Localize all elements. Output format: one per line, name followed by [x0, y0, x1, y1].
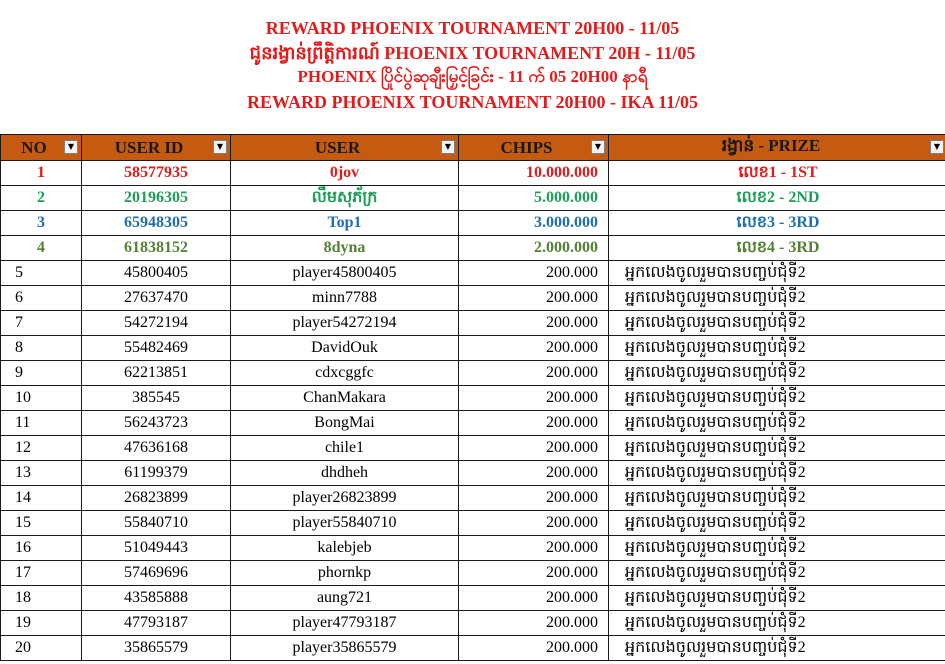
cell-no: 13	[1, 461, 82, 486]
header-user-label: USER	[314, 137, 361, 157]
cell-user: player26823899	[231, 486, 459, 511]
table-row	[1, 336, 945, 361]
cell-user-id: 47636168	[82, 436, 231, 461]
cell-no: 9	[1, 361, 82, 386]
cell-prize: អ្នកលេងចូលរួមបានបញ្ចប់ជុំទី2	[609, 336, 945, 361]
cell-no: 18	[1, 586, 82, 611]
cell-user-id: 51049443	[82, 536, 231, 561]
title-block	[0, 0, 945, 134]
cell-user: chile1	[231, 436, 459, 461]
cell-chips: 200.000	[459, 286, 609, 311]
cell-user-id: 35865579	[82, 636, 231, 661]
cell-user: 8dyna	[231, 236, 459, 261]
cell-chips: 200.000	[459, 461, 609, 486]
cell-chips: 5.000.000	[459, 186, 609, 211]
cell-prize: អ្នកលេងចូលរួមបានបញ្ចប់ជុំទី2	[609, 461, 945, 486]
cell-no: 1	[1, 161, 82, 186]
cell-no: 17	[1, 561, 82, 586]
cell-no: 4	[1, 236, 82, 261]
cell-chips: 200.000	[459, 386, 609, 411]
cell-user: cdxcggfc	[231, 361, 459, 386]
cell-no: 7	[1, 311, 82, 336]
cell-user: player47793187	[231, 611, 459, 636]
table-row	[1, 211, 945, 236]
table-row	[1, 386, 945, 411]
cell-chips: 200.000	[459, 611, 609, 636]
cell-prize: លេខ3 - 3RD	[609, 211, 945, 236]
cell-chips: 200.000	[459, 261, 609, 286]
table-row	[1, 236, 945, 261]
cell-user: Top1	[231, 211, 459, 236]
cell-chips: 200.000	[459, 586, 609, 611]
cell-prize: អ្នកលេងចូលរួមបានបញ្ចប់ជុំទី2	[609, 286, 945, 311]
cell-prize: អ្នកលេងចូលរួមបានបញ្ចប់ជុំទី2	[609, 436, 945, 461]
cell-chips: 200.000	[459, 486, 609, 511]
table-row	[1, 311, 945, 336]
cell-user: ChanMakara	[231, 386, 459, 411]
table-row	[1, 361, 945, 386]
cell-prize: អ្នកលេងចូលរួមបានបញ្ចប់ជុំទី2	[609, 611, 945, 636]
filter-dropdown-icon[interactable]: ▼	[213, 140, 227, 154]
cell-chips: 200.000	[459, 536, 609, 561]
filter-dropdown-icon[interactable]: ▼	[64, 140, 78, 154]
cell-user: player54272194	[231, 311, 459, 336]
header-chips-label: CHIPS	[500, 137, 553, 157]
cell-no: 6	[1, 286, 82, 311]
cell-chips: 10.000.000	[459, 161, 609, 186]
results-table	[0, 134, 945, 661]
title-english: REWARD PHOENIX TOURNAMENT 20H00 - 11/05	[265, 18, 680, 38]
cell-prize: អ្នកលេងចូលរួមបានបញ្ចប់ជុំទី2	[609, 386, 945, 411]
cell-chips: 200.000	[459, 636, 609, 661]
cell-user-id: 62213851	[82, 361, 231, 386]
cell-prize: អ្នកលេងចូលរួមបានបញ្ចប់ជុំទី2	[609, 636, 945, 661]
cell-chips: 200.000	[459, 411, 609, 436]
cell-user-id: 56243723	[82, 411, 231, 436]
cell-no: 2	[1, 186, 82, 211]
cell-user-id: 55840710	[82, 511, 231, 536]
table-body	[1, 161, 945, 661]
cell-user: player45800405	[231, 261, 459, 286]
filter-dropdown-icon[interactable]: ▼	[441, 140, 455, 154]
cell-user-id: 45800405	[82, 261, 231, 286]
table-row	[1, 586, 945, 611]
table-row	[1, 261, 945, 286]
table-row	[1, 486, 945, 511]
cell-user: លឹមសុភ័ក្រ	[231, 186, 459, 211]
cell-chips: 2.000.000	[459, 236, 609, 261]
cell-user: dhdheh	[231, 461, 459, 486]
cell-user-id: 47793187	[82, 611, 231, 636]
cell-no: 19	[1, 611, 82, 636]
cell-prize: អ្នកលេងចូលរួមបានបញ្ចប់ជុំទី2	[609, 311, 945, 336]
cell-user-id: 65948305	[82, 211, 231, 236]
header-row	[1, 135, 945, 161]
table-row	[1, 186, 945, 211]
cell-chips: 200.000	[459, 361, 609, 386]
title-khmer: ជូនរង្វាន់ព្រឹត្តិការណ៍ PHOENIX TOURNAMENT 20H - 11/05	[249, 42, 696, 63]
cell-user-id: 20196305	[82, 186, 231, 211]
cell-chips: 3.000.000	[459, 211, 609, 236]
cell-user-id: 54272194	[82, 311, 231, 336]
cell-no: 8	[1, 336, 82, 361]
cell-prize: អ្នកលេងចូលរួមបានបញ្ចប់ជុំទី2	[609, 536, 945, 561]
cell-user: aung721	[231, 586, 459, 611]
cell-prize: អ្នកលេងចូលរួមបានបញ្ចប់ជុំទី2	[609, 511, 945, 536]
cell-no: 11	[1, 411, 82, 436]
cell-user: BongMai	[231, 411, 459, 436]
table-row	[1, 286, 945, 311]
cell-no: 10	[1, 386, 82, 411]
cell-prize: អ្នកលេងចូលរួមបានបញ្ចប់ជុំទី2	[609, 586, 945, 611]
cell-no: 14	[1, 486, 82, 511]
cell-chips: 200.000	[459, 436, 609, 461]
cell-chips: 200.000	[459, 336, 609, 361]
table-row	[1, 436, 945, 461]
cell-prize: អ្នកលេងចូលរួមបានបញ្ចប់ជុំទី2	[609, 486, 945, 511]
filter-dropdown-icon[interactable]: ▼	[930, 140, 944, 154]
header-no	[1, 135, 82, 161]
cell-prize: លេខ1 - 1ST	[609, 161, 945, 186]
table-row	[1, 611, 945, 636]
table-row	[1, 636, 945, 661]
cell-no: 15	[1, 511, 82, 536]
cell-chips: 200.000	[459, 311, 609, 336]
header-user	[231, 135, 459, 161]
cell-prize: អ្នកលេងចូលរួមបានបញ្ចប់ជុំទី2	[609, 561, 945, 586]
cell-user-id: 55482469	[82, 336, 231, 361]
cell-no: 16	[1, 536, 82, 561]
cell-user: minn7788	[231, 286, 459, 311]
cell-chips: 200.000	[459, 561, 609, 586]
cell-prize: អ្នកលេងចូលរួមបានបញ្ចប់ជុំទី2	[609, 411, 945, 436]
header-user-id-label: USER ID	[114, 137, 184, 157]
table-row	[1, 411, 945, 436]
cell-user: kalebjeb	[231, 536, 459, 561]
cell-prize: អ្នកលេងចូលរួមបានបញ្ចប់ជុំទី2	[609, 261, 945, 286]
title-myanmar: PHOENIX ပြိုင်ပွဲဆုချီးမြှင့်ခြင်း - 11 က် 05 20H00 နာရီ	[297, 67, 648, 87]
cell-user-id: 58577935	[82, 161, 231, 186]
header-chips	[459, 135, 609, 161]
cell-no: 3	[1, 211, 82, 236]
table-row	[1, 511, 945, 536]
cell-user: player35865579	[231, 636, 459, 661]
cell-user-id: 61199379	[82, 461, 231, 486]
table-row	[1, 461, 945, 486]
cell-chips: 200.000	[459, 511, 609, 536]
cell-no: 20	[1, 636, 82, 661]
cell-user: DavidOuk	[231, 336, 459, 361]
cell-prize: លេខ4 - 3RD	[609, 236, 945, 261]
cell-no: 5	[1, 261, 82, 286]
cell-user-id: 57469696	[82, 561, 231, 586]
cell-user-id: 385545	[82, 386, 231, 411]
filter-dropdown-icon[interactable]: ▼	[591, 140, 605, 154]
cell-prize: លេខ2 - 2ND	[609, 186, 945, 211]
header-prize	[609, 135, 945, 161]
table-row	[1, 561, 945, 586]
cell-user-id: 27637470	[82, 286, 231, 311]
table-row	[1, 161, 945, 186]
cell-no: 12	[1, 436, 82, 461]
header-prize-label: រង្វាន់ - PRIZE	[721, 136, 821, 155]
cell-user-id: 43585888	[82, 586, 231, 611]
title-indonesian: REWARD PHOENIX TOURNAMENT 20H00 - IKA 11/05	[246, 91, 699, 112]
table-row	[1, 536, 945, 561]
cell-prize: អ្នកលេងចូលរួមបានបញ្ចប់ជុំទី2	[609, 361, 945, 386]
cell-user: phornkp	[231, 561, 459, 586]
header-no-label: NO	[21, 137, 47, 157]
header-user-id	[82, 135, 231, 161]
cell-user-id: 61838152	[82, 236, 231, 261]
cell-user: player55840710	[231, 511, 459, 536]
cell-user: 0jov	[231, 161, 459, 186]
cell-user-id: 26823899	[82, 486, 231, 511]
